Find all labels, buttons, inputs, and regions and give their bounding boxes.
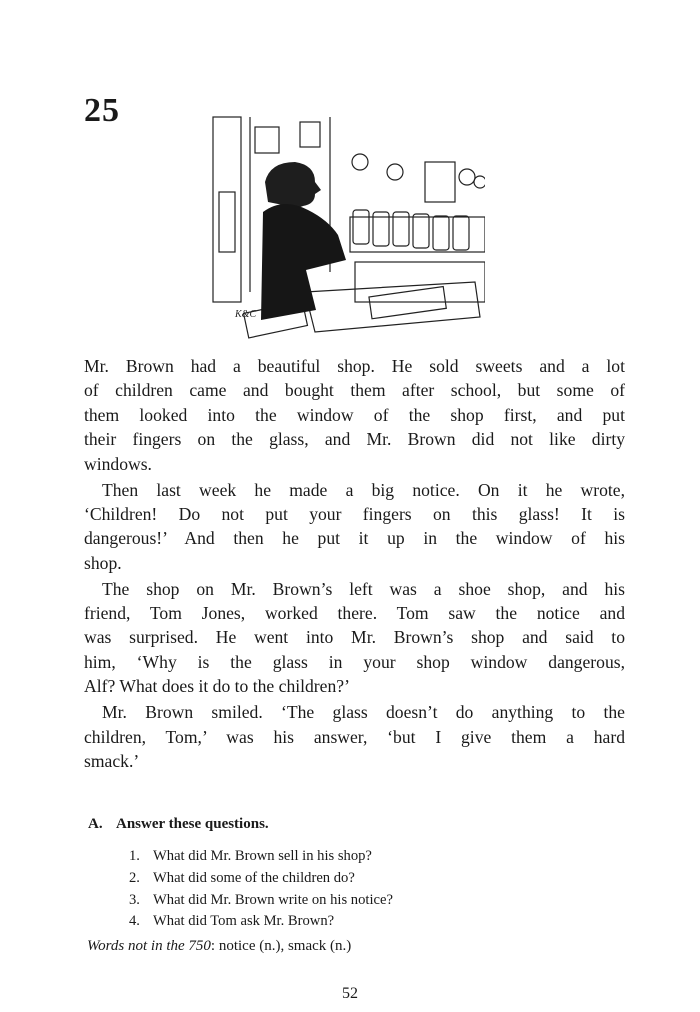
question-text: What did some of the children do? xyxy=(153,869,355,886)
vocabulary-note xyxy=(87,938,351,955)
text-line: him, ‘Why is the glass in your shop window dangerous, xyxy=(84,651,625,672)
question-text: What did Mr. Brown write on his notice? xyxy=(153,891,393,908)
text-line: their fingers on the glass, and Mr. Brown did not like dirty xyxy=(84,429,625,450)
shop-illustration xyxy=(205,92,485,342)
story-text xyxy=(84,354,625,775)
exercise-heading xyxy=(88,816,269,833)
text-line: friend, Tom Jones, worked there. Tom saw the notice and xyxy=(84,603,625,624)
lesson-number: 25 xyxy=(84,92,120,129)
question-item xyxy=(129,911,393,933)
text-line: was surprised. He went into Mr. Brown’s shop and said to xyxy=(84,627,625,648)
text-line: Mr. Brown smiled. ‘The glass doesn’t do anything to the xyxy=(102,702,625,723)
text-line: windows. xyxy=(84,453,152,474)
door-frame xyxy=(213,117,241,302)
text-line: shop. xyxy=(84,552,122,573)
question-number: 2. xyxy=(129,869,140,886)
question-text: What did Mr. Brown sell in his shop? xyxy=(153,848,372,864)
text-line: The shop on Mr. Brown’s left was a shoe shop, and his xyxy=(102,578,625,599)
paragraph-2 xyxy=(84,478,625,576)
paragraph-4 xyxy=(84,700,625,773)
question-item xyxy=(129,890,393,912)
text-line: ‘Children! Do not put your fingers on this glass! It is xyxy=(84,503,625,524)
question-number: 1. xyxy=(129,848,140,864)
question-item xyxy=(129,868,393,890)
illustration-signature: K&C xyxy=(235,309,257,320)
paragraph-1 xyxy=(84,354,625,476)
page-number: 52 xyxy=(342,985,358,1002)
text-line: Then last week he made a big notice. On it he wrote, xyxy=(102,479,625,500)
text-line: dangerous!’ And then he put it up in the window of his xyxy=(84,528,625,549)
text-line: Alf? What does it do to the children?’ xyxy=(84,676,350,697)
question-item xyxy=(129,846,393,868)
vocabulary-label: Words not in the 750 xyxy=(87,938,211,954)
text-line: smack.’ xyxy=(84,751,140,771)
question-text: What did Tom ask Mr. Brown? xyxy=(153,913,335,930)
text-line: of children came and bought them after school, but some of xyxy=(84,380,625,401)
exercise-title: Answer these questions. xyxy=(116,816,269,832)
question-list xyxy=(129,846,393,933)
question-number: 4. xyxy=(129,913,140,930)
question-number: 3. xyxy=(129,891,140,908)
vocabulary-words: : notice (n.), smack (n.) xyxy=(210,938,352,954)
paragraph-3 xyxy=(84,577,625,699)
text-line: children, Tom,’ was his answer, ‘but I give them a hard xyxy=(84,726,625,747)
exercise-letter: A. xyxy=(88,816,103,832)
text-line: Mr. Brown had a beautiful shop. He sold sweets and a lot xyxy=(84,356,625,376)
text-line: them looked into the window of the shop first, and put xyxy=(84,404,625,425)
